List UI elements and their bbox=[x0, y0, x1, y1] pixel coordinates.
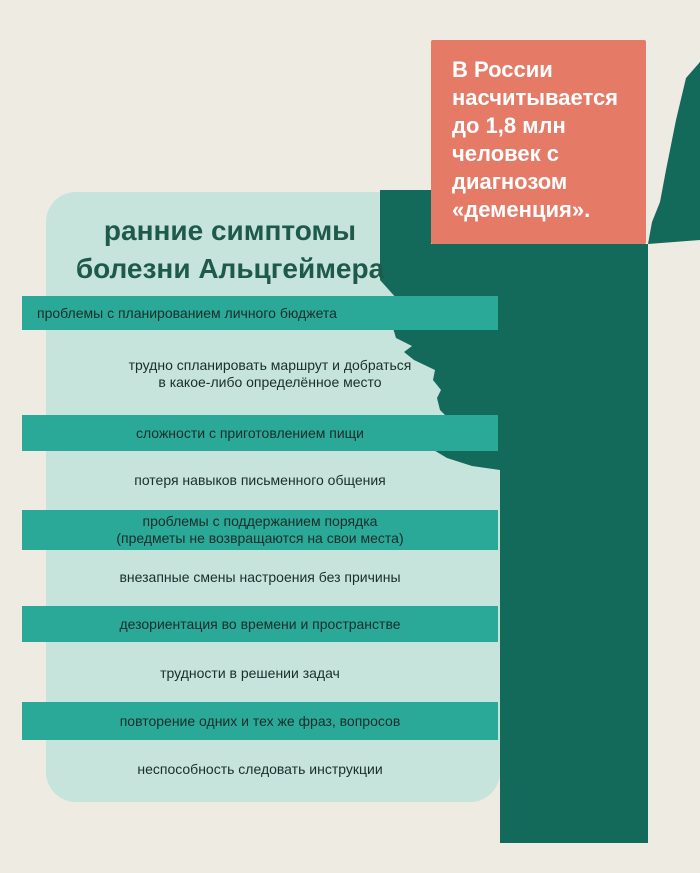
symptom-text: трудно спланировать маршрут и добраться bbox=[128, 357, 412, 373]
symptom-item bbox=[22, 510, 498, 550]
symptom-text: трудности в решении задач bbox=[160, 664, 340, 681]
statistic-box bbox=[431, 40, 646, 244]
symptom-item bbox=[22, 752, 498, 786]
page-title bbox=[40, 212, 420, 288]
symptom-item bbox=[22, 606, 498, 642]
symptom-item bbox=[22, 702, 498, 740]
symptom-item bbox=[22, 656, 498, 690]
symptom-text: внезапные смены настроения без причины bbox=[119, 568, 401, 585]
symptom-text: в какое-либо определённое место bbox=[158, 374, 382, 390]
symptom-text: проблемы с планированием личного бюджета bbox=[37, 304, 337, 321]
symptom-text: проблемы с поддержанием порядка bbox=[142, 513, 378, 529]
title-line-1: ранние симптомы bbox=[103, 215, 357, 246]
symptom-text: (предметы не возвращаются на свои места) bbox=[116, 530, 404, 546]
symptom-item bbox=[22, 296, 498, 330]
stat-line: человек с bbox=[452, 141, 559, 166]
title-line-2: болезни Альцгеймера bbox=[75, 253, 385, 284]
symptom-item bbox=[22, 415, 498, 451]
stat-line: диагнозом bbox=[452, 169, 568, 194]
head-back-silhouette bbox=[648, 62, 700, 244]
stat-line: В России bbox=[452, 57, 553, 82]
symptom-item bbox=[22, 463, 498, 497]
symptom-text: сложности с приготовлением пищи bbox=[135, 424, 365, 441]
symptom-text: неспособность следовать инструкции bbox=[137, 760, 383, 777]
symptom-item bbox=[22, 352, 498, 396]
stat-line: «деменция». bbox=[452, 197, 591, 222]
symptom-text: дезориентация во времени и пространстве bbox=[119, 615, 401, 632]
stat-line: до 1,8 млн bbox=[452, 113, 566, 138]
symptom-text: потеря навыков письменного общения bbox=[134, 471, 386, 488]
symptom-item bbox=[22, 560, 498, 594]
stat-line: насчитывается bbox=[452, 85, 619, 110]
symptom-text: повторение одних и тех же фраз, вопросов bbox=[119, 712, 401, 729]
